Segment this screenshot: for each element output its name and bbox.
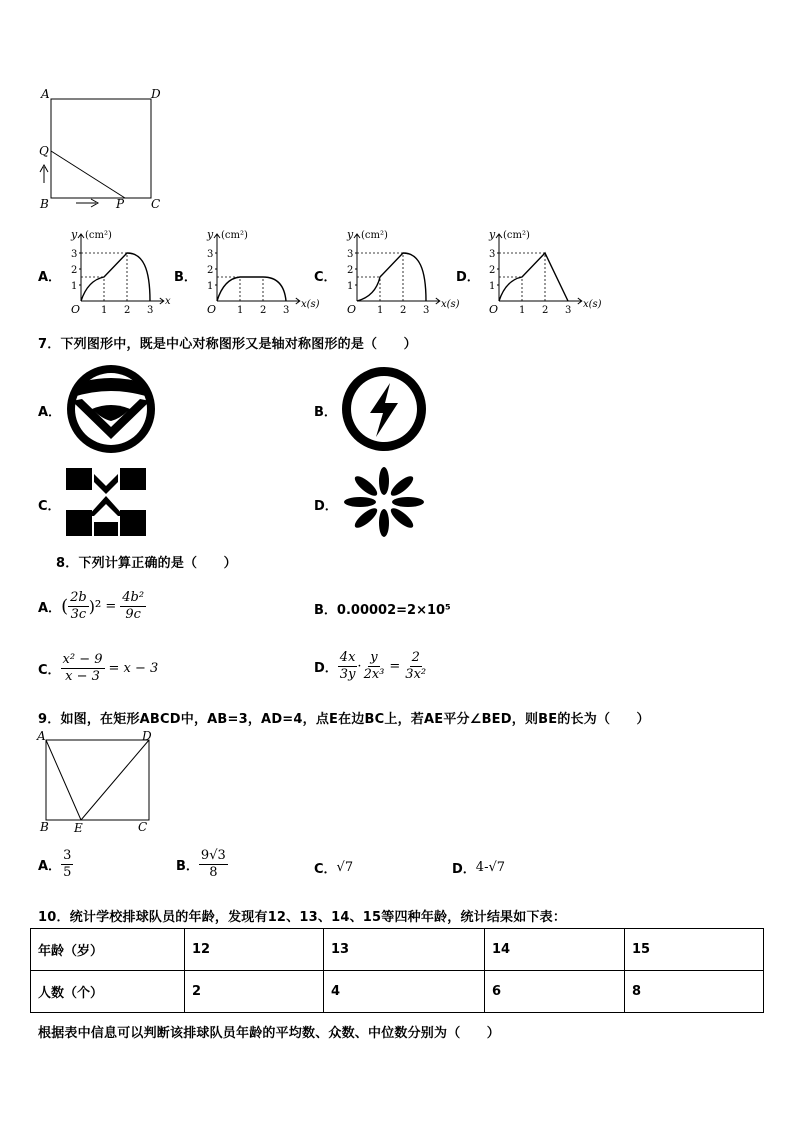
table-row: [31, 929, 764, 971]
q8-d-n3: 2: [411, 650, 420, 665]
table-cell: 13: [324, 929, 485, 971]
x-tick-label: 3: [565, 305, 572, 316]
x-tick-label: 1: [101, 305, 108, 316]
q8-text: 8．下列计算正确的是（ ）: [56, 556, 237, 571]
square-figure: [30, 85, 170, 215]
origin-label: O: [207, 303, 217, 316]
x-tick-label: 2: [260, 305, 267, 316]
q8-d-letter: D．: [314, 661, 338, 676]
q8-option-a: [38, 590, 146, 623]
origin-label: O: [489, 303, 499, 316]
q9-b-frac: [199, 848, 228, 881]
label-B: B: [40, 820, 49, 834]
q8-a-frac-left: [68, 590, 89, 623]
label-D: D: [151, 87, 161, 101]
x-tick-label: 2: [400, 305, 407, 316]
label-C: C: [138, 820, 148, 834]
label-B: B: [40, 197, 49, 211]
q9-b-letter: B．: [176, 859, 199, 874]
y-axis-label: y: [71, 228, 78, 241]
y-axis-label: y: [489, 228, 496, 241]
y-unit-label: (cm²): [85, 230, 112, 241]
y-unit-label: (cm²): [503, 230, 530, 241]
y-unit-label: (cm²): [221, 230, 248, 241]
q8-option-b: [314, 599, 451, 618]
y-tick-label: 1: [347, 281, 354, 292]
graph-curve: [217, 277, 286, 301]
table-cell: 4: [324, 971, 485, 1013]
q9-c-letter: C．: [314, 862, 337, 877]
q7-option-c-letter: C．: [38, 499, 61, 514]
table-row: [31, 971, 764, 1013]
x-tick-label: 2: [542, 305, 549, 316]
q9-b-den: 8: [209, 865, 218, 880]
q8-a-frac-right: [120, 590, 146, 623]
x-tick-label: 1: [377, 305, 384, 316]
q8-option-c: [38, 652, 158, 685]
q8-d-frac2: [362, 650, 387, 683]
y-tick-label: 3: [489, 249, 496, 260]
q6-option-b-graph: [200, 226, 330, 318]
x-tick-label: 2: [124, 305, 131, 316]
label-Q: Q: [39, 144, 49, 158]
q8-a-rnum: 4b²: [122, 590, 145, 605]
origin-label: O: [347, 303, 357, 316]
q6-option-b-letter: B．: [174, 270, 197, 285]
table-cell: 12: [185, 929, 324, 971]
q8-d-n1: 4x: [339, 650, 356, 665]
q9-d-val: 4-√7: [475, 860, 506, 875]
x-axis-label: x(s): [440, 299, 460, 310]
table-cell: 年龄（岁）: [31, 929, 185, 971]
y-tick-label: 3: [71, 249, 78, 260]
y-unit-label: (cm²): [361, 230, 388, 241]
q8-d-frac3: [403, 650, 428, 683]
table-cell: 15: [625, 929, 764, 971]
age-table: [30, 928, 764, 1013]
table-cell: 人数（个）: [31, 971, 185, 1013]
x-tick-label: 1: [519, 305, 526, 316]
x-tick-label: 3: [423, 305, 430, 316]
table-cell: 14: [485, 929, 625, 971]
origin-label: O: [71, 303, 81, 316]
x-tick-label: 3: [147, 305, 154, 316]
q7-option-c-logo: [64, 466, 148, 538]
q6-option-c-letter: C．: [314, 270, 337, 285]
y-tick-label: 2: [71, 265, 78, 276]
x-axis-label: x: [164, 296, 171, 307]
q9-option-d: [452, 858, 505, 877]
q9-option-b: [176, 848, 228, 881]
y-tick-label: 2: [347, 265, 354, 276]
x-axis-label: x(s): [300, 299, 320, 310]
y-axis-label: y: [347, 228, 354, 241]
q8-d-d3: 3x²: [405, 667, 427, 682]
q8-c-den: x − 3: [65, 669, 100, 684]
y-tick-label: 3: [347, 249, 354, 260]
q8-b-text: 0.00002=2×10⁵: [336, 603, 451, 618]
y-tick-label: 1: [71, 281, 78, 292]
x-axis-label: x(s): [582, 299, 602, 310]
label-A: A: [41, 87, 50, 101]
q6-option-a-letter: A．: [38, 270, 62, 285]
q9-a-frac: [61, 848, 73, 881]
q8-c-rhs: = x − 3: [108, 661, 159, 676]
q7-text: 7．下列图形中，既是中心对称图形又是轴对称图形的是（ ）: [38, 337, 417, 352]
q8-b-letter: B．: [314, 603, 337, 618]
q8-option-d: [314, 650, 428, 683]
q8-d-n2: y: [370, 650, 378, 665]
q10-text: 10．统计学校排球队员的年龄，发现有12、13、14、15等四种年龄，统计结果如下表：: [38, 910, 567, 925]
q8-d-dot: ·: [357, 659, 362, 674]
q9-text: 9．如图，在矩形ABCD中，AB=3，AD=4，点E在边BC上，若AE平分∠BED，则BE的长为（ ）: [38, 712, 650, 727]
graph-curve: [357, 253, 426, 301]
q9-c-val: √7: [336, 860, 354, 875]
q8-c-num: x² − 9: [62, 652, 103, 667]
q8-a-eq: =: [105, 599, 117, 614]
q9-option-a: [38, 848, 73, 881]
q7-option-b-letter: B．: [314, 405, 337, 420]
q10-after-text: 根据表中信息可以判断该排球队员年龄的平均数、众数、中位数分别为（ ）: [38, 1026, 501, 1041]
label-A: A: [37, 729, 46, 743]
q6-option-c-graph: [340, 226, 470, 318]
table-cell: 2: [185, 971, 324, 1013]
q8-d-eq: =: [389, 659, 401, 674]
q7-option-a-logo: [62, 361, 158, 457]
q9-d-letter: D．: [452, 862, 476, 877]
y-axis-label: y: [207, 228, 214, 241]
x-tick-label: 3: [283, 305, 290, 316]
q7-option-a-letter: A．: [38, 405, 62, 420]
table-cell: 8: [625, 971, 764, 1013]
q8-a-den: 3c: [70, 607, 87, 622]
label-D: D: [142, 729, 152, 743]
table-cell: 6: [485, 971, 625, 1013]
q7-option-d-logo: [340, 464, 428, 540]
label-C: C: [151, 197, 161, 211]
y-tick-label: 2: [489, 265, 496, 276]
q8-a-num: 2b: [70, 590, 87, 605]
q9-option-c: [314, 858, 353, 877]
q9-a-den: 5: [63, 865, 72, 880]
q8-a-letter: A．: [38, 601, 62, 616]
y-tick-label: 1: [207, 281, 214, 292]
q8-a-rden: 9c: [125, 607, 141, 622]
x-tick-label: 1: [237, 305, 244, 316]
q7-option-d-letter: D．: [314, 499, 338, 514]
rectangle-figure: [34, 728, 164, 838]
q8-d-d1: 3y: [339, 667, 356, 682]
q8-d-d2: 2x³: [363, 667, 385, 682]
q8-d-frac1: [338, 650, 358, 683]
q7-option-b-logo: [336, 361, 432, 457]
y-tick-label: 2: [207, 265, 214, 276]
q9-a-letter: A．: [38, 859, 62, 874]
y-tick-label: 1: [489, 281, 496, 292]
label-P: P: [116, 197, 125, 211]
label-E: E: [74, 821, 83, 835]
y-tick-label: 3: [207, 249, 214, 260]
q6-option-d-letter: D．: [456, 270, 480, 285]
q8-a-rparen: )²: [88, 597, 102, 616]
q6-option-d-graph: [482, 226, 612, 318]
graph-curve: [81, 253, 150, 301]
q8-c-letter: C．: [38, 663, 61, 678]
graph-curve: [499, 253, 568, 301]
q8-a-lparen: (: [61, 596, 69, 617]
q9-b-num: 9√3: [200, 848, 226, 863]
q8-c-frac: [61, 652, 105, 685]
q9-a-num: 3: [63, 848, 72, 863]
